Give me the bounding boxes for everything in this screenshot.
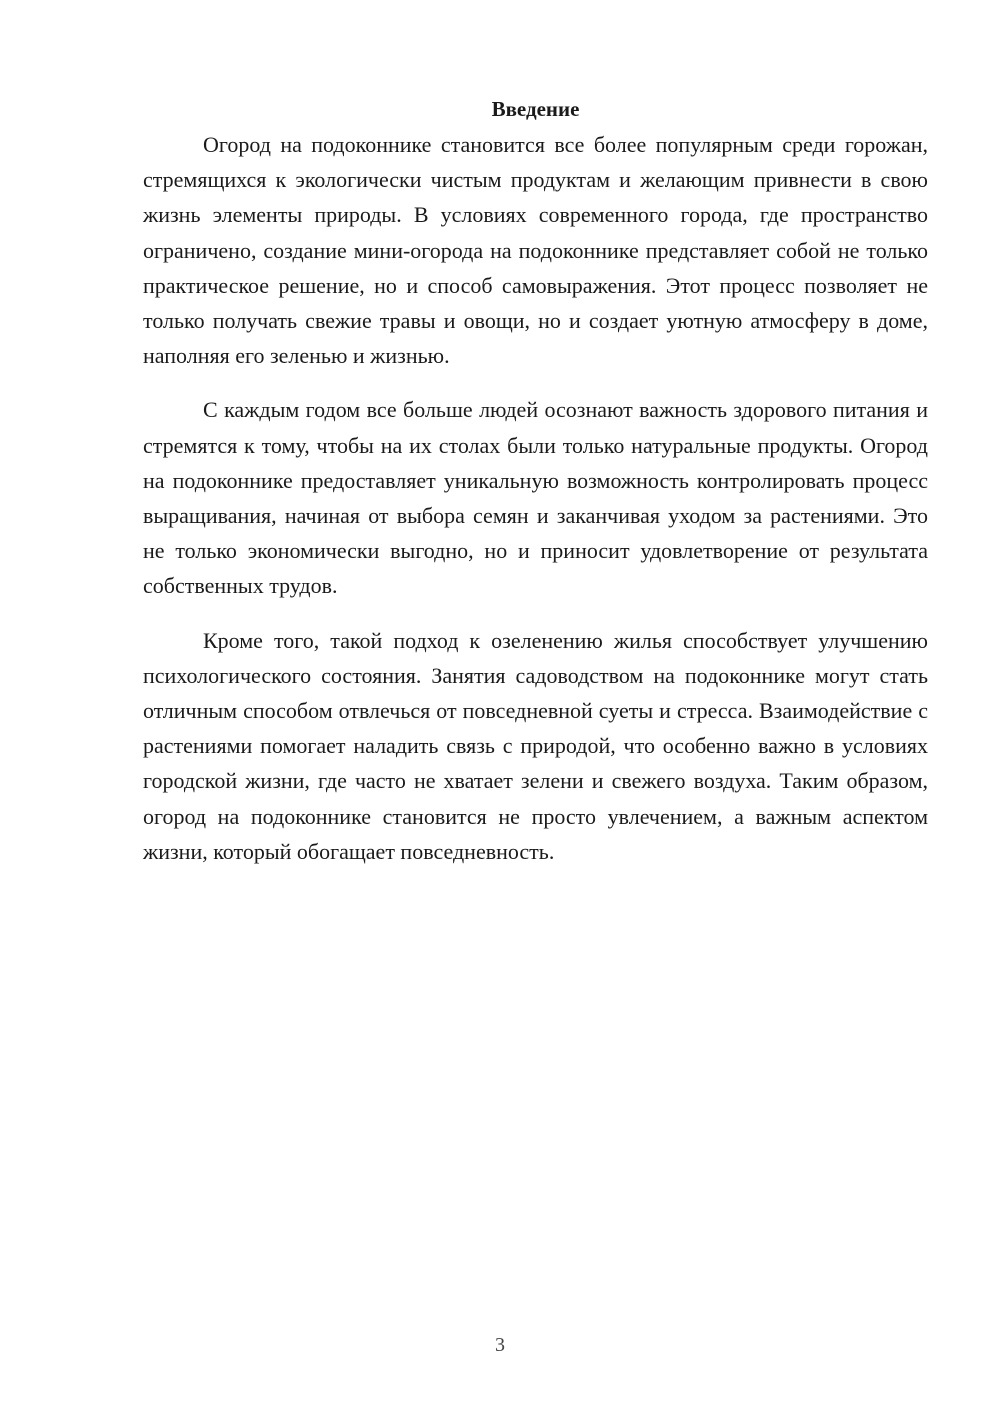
paragraph-3: Кроме того, такой подход к озеленению жилья способствует улучшению психологического состояния. Занятия садоводством на подоконнике могут стать отличным способом отвлечься от повседневной суеты и стресса. Взаимодействие с растениями помогает наладить связь с природой, что особенно важно в условиях городской жизни, где часто не хватает зелени и свежего воздуха. Таким образом, огород на подоконнике становится не просто увлечением, а важным аспектом жизни, который обогащает повседневность.	[143, 627, 928, 864]
page-number: 3	[495, 1334, 505, 1356]
paragraph-2: С каждым годом все больше людей осознают важность здорового питания и стремятся к тому, чтобы на их столах были только натуральные продукты. Огород на подоконнике предоставляет уникальную возможность контролировать процесс выращивания, начиная от выбора семян и заканчивая уходом за растениями. Это не только экономически выгодно, но и приносит удовлетворение от результата собственных трудов.	[143, 397, 928, 599]
section-heading: Введение	[491, 97, 580, 121]
page-content	[143, 92, 928, 888]
paragraph-1: Огород на подоконнике становится все более популярным среди горожан, стремящихся к экологически чистым продуктам и желающим привнести в свою жизнь элементы природы. В условиях современного города, где пространство ограничено, создание мини-огорода на подоконнике представляет собой не только практическое решение, но и способ самовыражения. Этот процесс позволяет не только получать свежие травы и овощи, но и создает уютную атмосферу в доме, наполняя его зеленью и жизнью.	[143, 132, 928, 369]
